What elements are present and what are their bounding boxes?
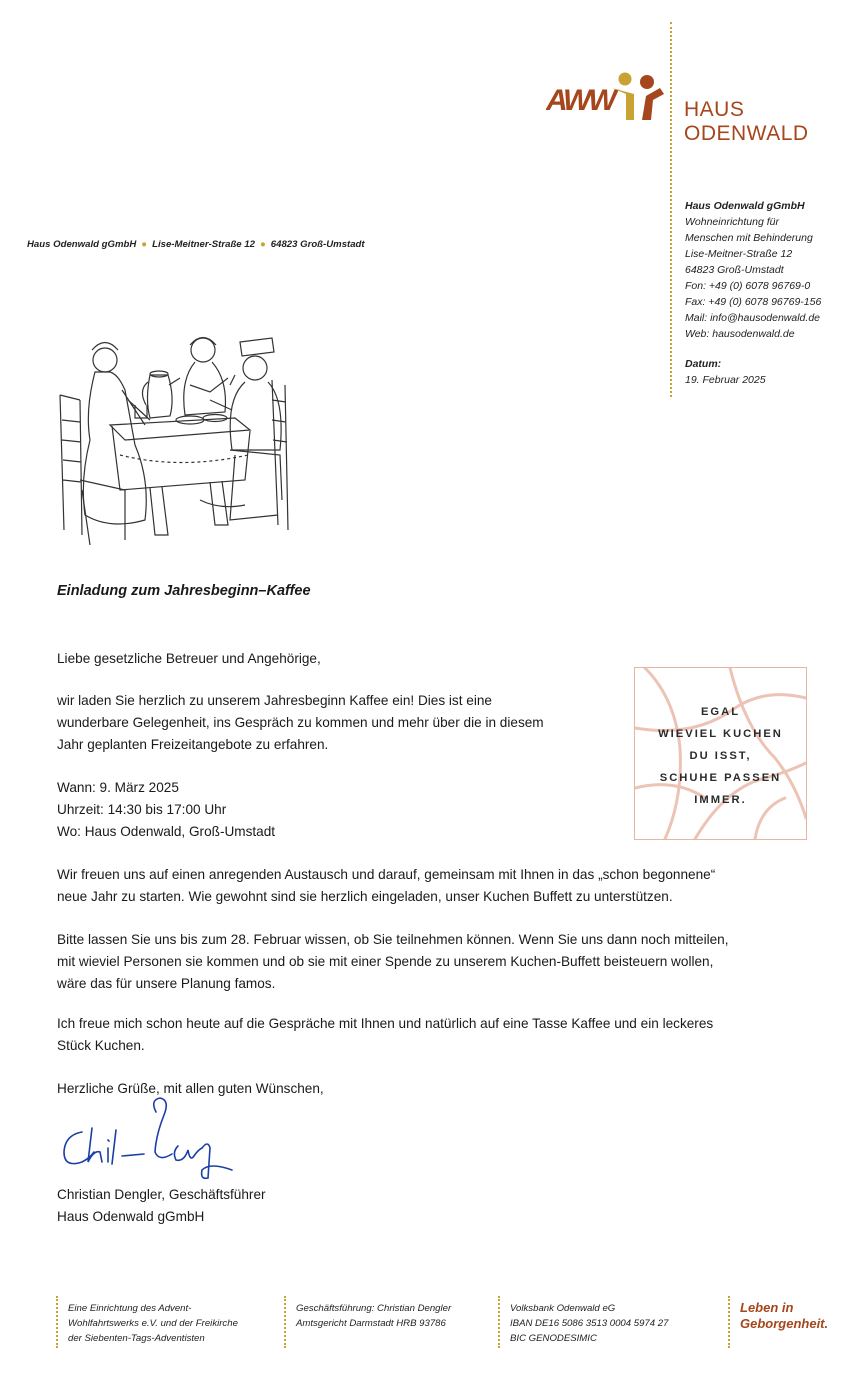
footer-line: Eine Einrichtung des Advent-	[68, 1303, 192, 1314]
paragraph-line: neue Jahr zu starten. Wie gewohnt sind sie herzlich eingeladen, unser Kuchen Buffett zu unterstützen.	[57, 889, 673, 904]
signer-company: Haus Odenwald gGmbH	[57, 1209, 205, 1224]
paragraph-rsvp	[57, 929, 729, 995]
letter-greeting: Liebe gesetzliche Betreuer und Angehörige,	[57, 651, 321, 666]
footer-line: Wohlfahrtswerks e.V. und der Freikirche	[68, 1318, 238, 1329]
aww-logo	[546, 70, 668, 122]
logo-mark-text: AWW	[546, 84, 614, 117]
slogan-line-2: Geborgenheit.	[740, 1316, 829, 1331]
footer-separator	[56, 1296, 58, 1348]
date-label: Datum:	[685, 358, 722, 370]
date-value: 19. Februar 2025	[685, 374, 766, 386]
footer-line: Amtsgericht Darmstadt HRB 93786	[296, 1318, 446, 1329]
event-where: Wo: Haus Odenwald, Groß-Umstadt	[57, 824, 276, 839]
contact-phone: Fon: +49 (0) 6078 96769-0	[685, 280, 811, 292]
address-city: 64823 Groß-Umstadt	[270, 239, 365, 250]
contact-desc-2: Menschen mit Behinderung	[685, 232, 813, 244]
quote-line: EGAL	[700, 706, 741, 718]
contact-mail: Mail: info@hausodenwald.de	[685, 312, 820, 324]
handwritten-signature	[60, 1090, 240, 1180]
footer-line: IBAN DE16 5086 3513 0004 5974 27	[510, 1318, 669, 1329]
slogan-line-1: Leben in	[740, 1300, 794, 1315]
paragraph-line: wir laden Sie herzlich zu unserem Jahresbeginn Kaffee ein! Dies ist eine	[57, 693, 492, 708]
event-time: Uhrzeit: 14:30 bis 17:00 Uhr	[57, 802, 227, 817]
paragraph-line: mit wieviel Personen sie kommen und ob sie mit einer Spende zu unserem Kuchen-Buffett beisteuern wollen,	[57, 954, 714, 969]
footer-line: Geschäftsführung: Christian Dengler	[296, 1303, 452, 1314]
contact-company: Haus Odenwald gGmbH	[685, 200, 805, 212]
footer-line: Volksbank Odenwald eG	[510, 1303, 616, 1314]
event-when: Wann: 9. März 2025	[57, 780, 179, 795]
quote-line: SCHUHE PASSEN	[659, 772, 782, 784]
signer-title: Christian Dengler, Geschäftsführer	[57, 1187, 266, 1202]
footer-slogan	[740, 1300, 828, 1332]
contact-city: 64823 Groß-Umstadt	[685, 264, 784, 276]
paragraph-closing-wish	[57, 1013, 713, 1057]
paragraph-line: wunderbare Gelegenheit, ins Gespräch zu kommen und mehr über die in diesem	[57, 715, 544, 730]
paragraph-line: Wir freuen uns auf einen anregenden Austausch und darauf, gemeinsam mit Ihnen in das „schon begonnene“	[57, 867, 716, 882]
contact-fax: Fax: +49 (0) 6078 96769-156	[685, 296, 822, 308]
footer-line: der Siebenten-Tags-Adventisten	[68, 1333, 205, 1344]
coffee-table-illustration	[50, 330, 290, 548]
footer-line: BIC GENODESIMIC	[510, 1333, 597, 1344]
paragraph-exchange	[57, 864, 715, 908]
contact-web: Web: hausodenwald.de	[685, 328, 795, 340]
logo-line-odenwald: ODENWALD	[684, 122, 809, 145]
footer-separator	[498, 1296, 500, 1348]
quote-card	[634, 667, 807, 840]
bullet-icon: ●	[259, 239, 266, 250]
paragraph-line: Ich freue mich schon heute auf die Gespräche mit Ihnen und natürlich auf eine Tasse Kaffee und ein leckeres	[57, 1016, 714, 1031]
paragraph-line: Bitte lassen Sie uns bis zum 28. Februar wissen, ob Sie teilnehmen können. Wenn Sie uns dann noch mitteilen,	[57, 932, 729, 947]
paragraph-line: Stück Kuchen.	[57, 1038, 145, 1053]
signer-name	[57, 1184, 266, 1228]
quote-line: IMMER.	[694, 794, 747, 806]
logo-line-haus: HAUS	[684, 98, 745, 121]
paragraph-invitation	[57, 690, 544, 756]
paragraph-line: Jahr geplanten Freizeitangebote zu erfahren.	[57, 737, 329, 752]
address-street: Lise-Meitner-Straße 12	[152, 239, 255, 250]
footer-separator	[284, 1296, 286, 1348]
sender-address-line	[27, 239, 365, 250]
contact-desc-1: Wohneinrichtung für	[685, 216, 779, 228]
footer-organization	[68, 1301, 238, 1346]
footer-separator	[728, 1296, 730, 1348]
contact-block	[685, 198, 821, 388]
footer-bank	[510, 1301, 668, 1346]
vertical-separator	[670, 22, 672, 397]
letter-closing: Herzliche Grüße, mit allen guten Wünschen,	[57, 1081, 324, 1096]
address-company: Haus Odenwald gGmbH	[27, 239, 137, 250]
bullet-icon: ●	[141, 239, 148, 250]
logo-wordmark	[684, 98, 809, 146]
paragraph-line: wäre das für unsere Planung famos.	[57, 976, 276, 991]
quote-line: WIEVIEL KUCHEN	[658, 728, 783, 740]
footer-management	[296, 1301, 451, 1331]
letter-subject: Einladung zum Jahresbeginn–Kaffee	[57, 583, 311, 599]
contact-street: Lise-Meitner-Straße 12	[685, 248, 793, 260]
event-details	[57, 777, 275, 843]
quote-line: DU ISST,	[689, 750, 752, 762]
quote-text	[635, 701, 806, 811]
